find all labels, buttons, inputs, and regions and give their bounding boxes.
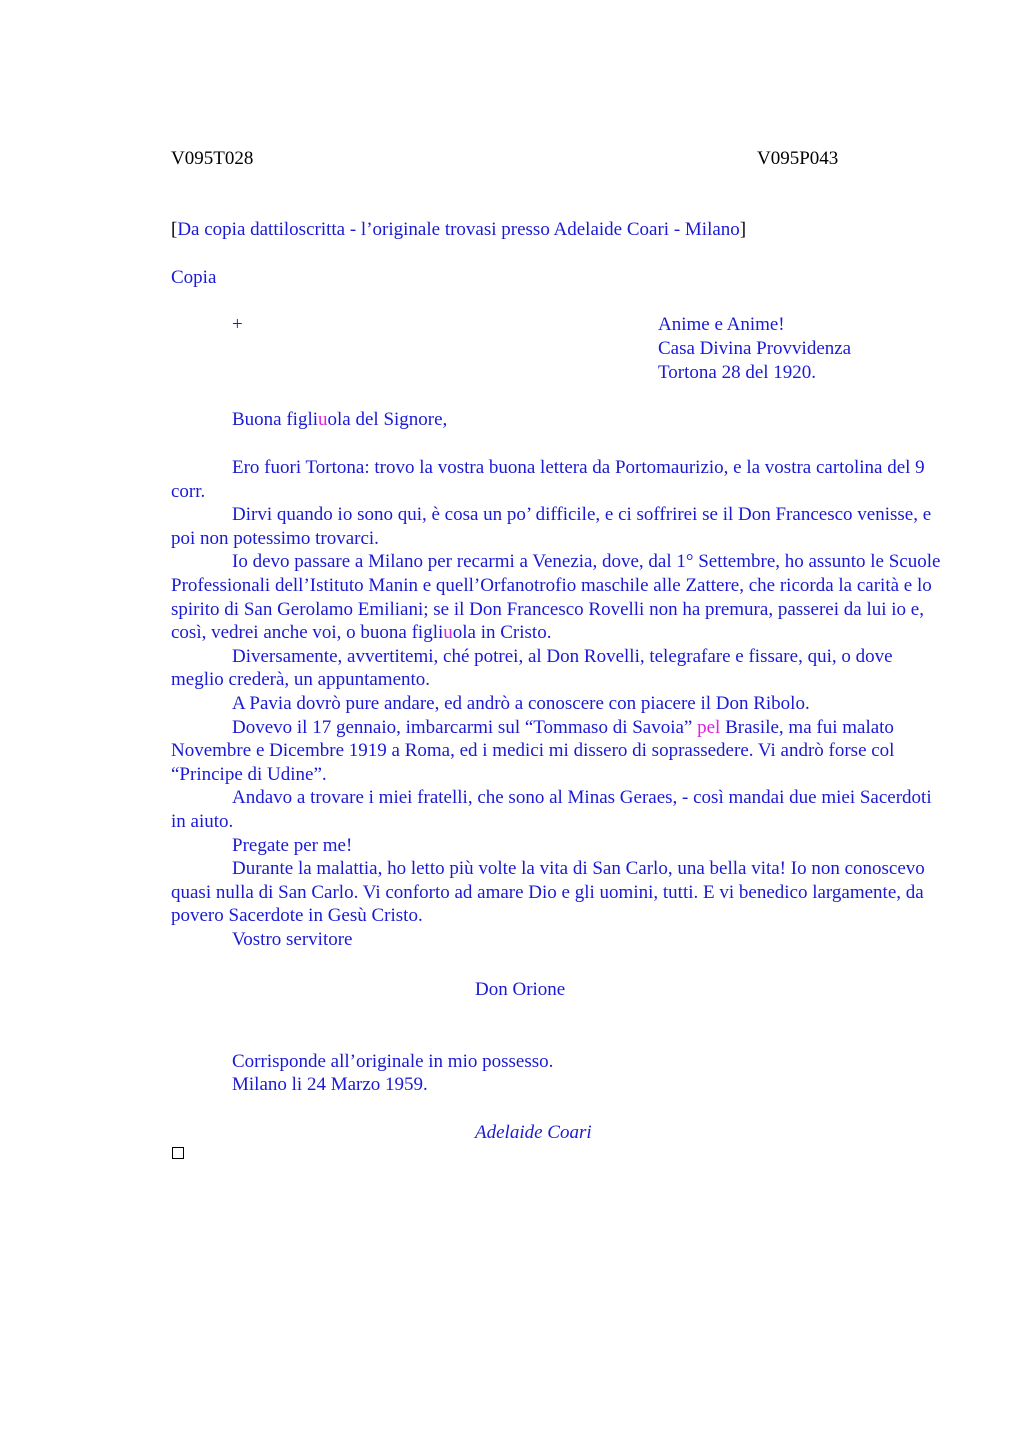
paragraph-6-part-1: Dovevo il 17 gennaio, imbarcarmi sul “Tommaso di Savoia”: [232, 716, 698, 738]
address-line-2: Casa Divina Provvidenza: [658, 338, 852, 359]
attestation-line-1: Corrisponde all’originale in mio possesso.: [232, 1051, 554, 1072]
address-line-3: Tortona 28 del 1920.: [658, 362, 817, 383]
paragraph-3: [171, 550, 941, 644]
paragraph-10: Vostro servitore: [232, 928, 353, 950]
paragraph-7: Andavo a trovare i miei fratelli, che sono al Minas Geraes, - così mandai due miei Sacerdoti in aiuto.: [171, 787, 932, 832]
paragraph-3-part-2: ola in Cristo.: [452, 622, 552, 644]
paragraph-5: A Pavia dovrò pure andare, ed andrò a conoscere con piacere il Don Ribolo.: [232, 692, 810, 714]
attestation-line-2: Milano li 24 Marzo 1959.: [232, 1074, 428, 1095]
source-note-open-bracket: [: [171, 219, 178, 240]
paragraph-3-highlight: u: [443, 622, 453, 644]
paragraph-4: Diversamente, avvertitemi, ché potrei, al Don Rovelli, telegrafare e fissare, qui, o dove meglio crederà, un appuntamento.: [171, 645, 893, 691]
copia-label: Copia: [171, 267, 217, 288]
source-note-text: Da copia dattiloscritta - l’originale trovasi presso Adelaide Coari - Milano: [177, 219, 740, 240]
paragraph-9: Durante la malattia, ho letto più volte la vita di San Carlo, una bella vita! Io non conoscevo quasi nulla di San Carlo. Vi conforto ad amare Dio e gli uomini, tutti. E vi benedico largamente, da povero Sacerdote in Gesù Cristo.: [171, 858, 925, 927]
address-line-1: Anime e Anime!: [658, 314, 785, 335]
document-code-right: V095P043: [757, 148, 839, 169]
paragraph-6-highlight: pel: [697, 716, 721, 738]
paragraph-8: Pregate per me!: [232, 834, 353, 856]
attestation-signature: Adelaide Coari: [475, 1122, 592, 1143]
paragraph-3-part-1: Io devo passare a Milano per recarmi a Venezia, dove, dal 1° Settembre, ho assunto le Scuole Professionali dell’Istituto Manin e quell’Orfanotrofio maschile alle Zattere, che ricorda la carità e lo spirito di San Gerolamo Emiliani; se il Don Francesco Rovelli non ha premura, passerei da lui io e, così, vedrei anche voi, o buona figli: [171, 551, 941, 644]
salutation-part-1: Buona figli: [232, 409, 319, 430]
paragraph-1: Ero fuori Tortona: trovo la vostra buona lettera da Portomaurizio, e la vostra cartolina del 9 corr.: [171, 457, 925, 502]
salutation-highlight: u: [318, 409, 328, 430]
salutation-part-2: ola del Signore,: [327, 409, 448, 430]
paragraph-2: Dirvi quando io sono qui, è cosa un po’ difficile, e ci soffrirei se il Don Francesco venisse, e poi non potessimo trovarci.: [171, 504, 932, 549]
source-note-close-bracket: ]: [739, 219, 747, 240]
document-code-left: V095T028: [171, 148, 254, 169]
letter-body: [171, 456, 941, 951]
cross-symbol: +: [232, 314, 243, 335]
paragraph-6: [171, 716, 941, 787]
source-note: [171, 218, 746, 242]
end-checkbox-icon: [172, 1147, 184, 1159]
salutation: [232, 408, 447, 432]
paragraph-6-part-2: Brasile, ma fui malato Novembre e Dicembre 1919 a Roma, ed i medici mi dissero di soprassedere. Vi andrò forse col “Principe di Udine”.: [171, 716, 895, 785]
signature: Don Orione: [475, 979, 566, 1000]
